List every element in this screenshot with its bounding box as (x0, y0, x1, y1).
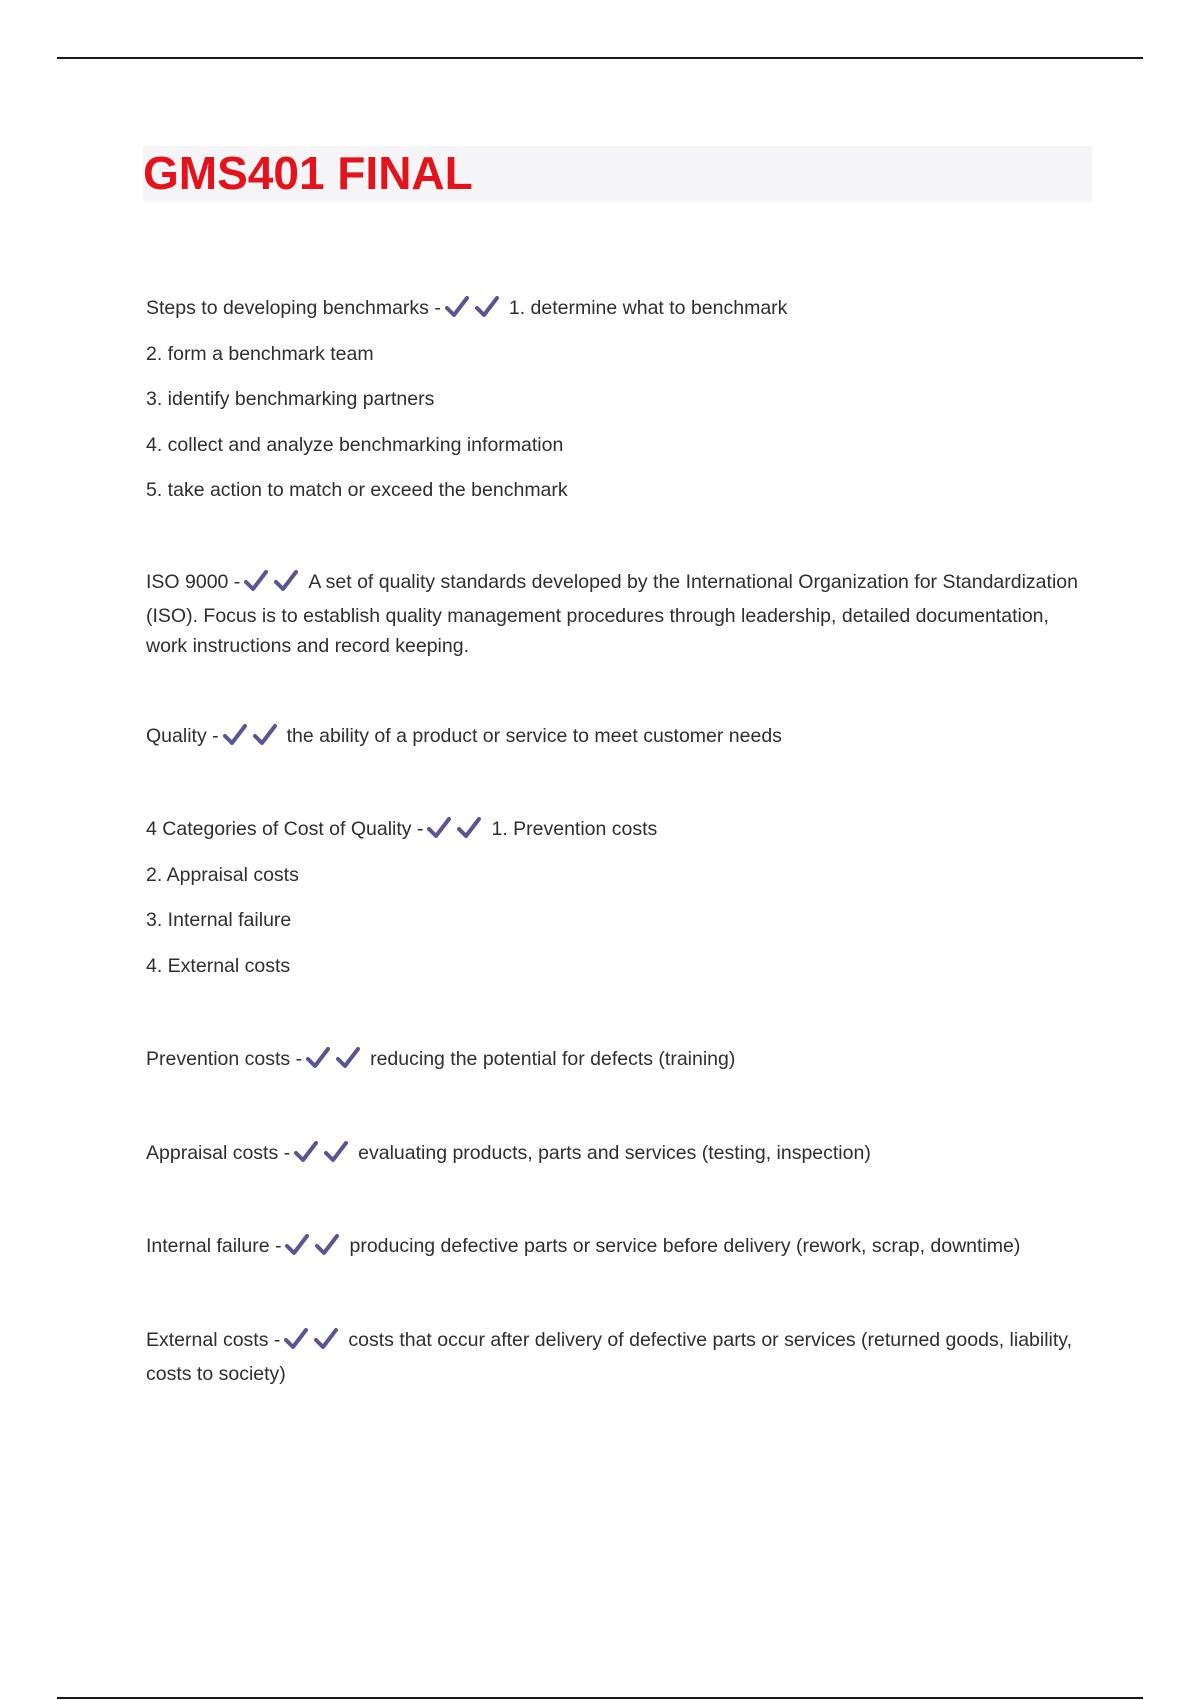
entry-external-costs (146, 1325, 1091, 1389)
entry-term: Internal failure - (146, 1235, 282, 1257)
list-item: 2. Appraisal costs (146, 864, 299, 886)
entry-prevention-costs (146, 1044, 1096, 1078)
double-check (445, 296, 505, 327)
entry-internal-failure (146, 1231, 1096, 1265)
checkmark-icon (427, 817, 451, 839)
double-check (294, 1141, 354, 1172)
entry-definition: the ability of a product or service to meet customer needs (286, 725, 782, 747)
entry-quality (146, 721, 1096, 755)
entry-definition: 1. determine what to benchmark (508, 297, 788, 319)
checkmark-icon (244, 570, 268, 592)
checkmark-icon (314, 1328, 338, 1350)
checkmark-icon (445, 296, 469, 318)
checkmark-icon (475, 296, 499, 318)
title-band (143, 146, 1092, 202)
entry-term: 4 Categories of Cost of Quality - (146, 818, 424, 840)
double-check (427, 817, 487, 848)
checkmark-icon (306, 1047, 330, 1069)
top-divider (57, 57, 1143, 59)
list-item: 4. External costs (146, 955, 291, 977)
entry-appraisal-costs (146, 1138, 1096, 1172)
entry-iso-9000 (146, 567, 1091, 661)
entry-term: Steps to developing benchmarks - (146, 297, 441, 319)
checkmark-icon (223, 724, 247, 746)
double-check (223, 724, 283, 755)
entry-definition: A set of quality standards developed by the International Organization for Standardization (ISO). Focus is to establish quality management procedures through leadership, detailed documentation, work instructions and record keeping. (146, 571, 1078, 657)
entry-term: Prevention costs - (146, 1048, 303, 1070)
entry-term: Quality - (146, 725, 219, 747)
checkmark-icon (457, 817, 481, 839)
entry-definition: reducing the potential for defects (training) (370, 1048, 736, 1070)
list-item: 5. take action to match or exceed the benchmark (146, 479, 568, 501)
checkmark-icon (284, 1328, 308, 1350)
checkmark-icon (324, 1141, 348, 1163)
entry-definition: evaluating products, parts and services (testing, inspection) (358, 1142, 871, 1164)
entry-definition: producing defective parts or service before delivery (rework, scrap, downtime) (349, 1235, 1021, 1257)
list-item: 3. identify benchmarking partners (146, 388, 435, 410)
checkmark-icon (274, 570, 298, 592)
entry-steps-benchmarks (146, 293, 1096, 327)
list-item: 2. form a benchmark team (146, 343, 374, 365)
entry-term: ISO 9000 - (146, 571, 241, 593)
entry-term: External costs - (146, 1329, 281, 1351)
double-check (306, 1047, 366, 1078)
checkmark-icon (253, 724, 277, 746)
entry-definition: costs that occur after delivery of defective parts or services (returned goods, liability, costs to society) (146, 1329, 1073, 1385)
document-title: GMS401 FINAL (143, 147, 473, 199)
entry-definition: 1. Prevention costs (491, 818, 658, 840)
entry-term: Appraisal costs - (146, 1142, 291, 1164)
bottom-divider (57, 1697, 1143, 1699)
checkmark-icon (294, 1141, 318, 1163)
checkmark-icon (285, 1234, 309, 1256)
checkmark-icon (315, 1234, 339, 1256)
double-check (244, 570, 304, 601)
list-item: 4. collect and analyze benchmarking information (146, 434, 564, 456)
double-check (285, 1234, 345, 1265)
list-item: 3. Internal failure (146, 909, 292, 931)
entry-categories-cost-of-quality (146, 814, 1096, 848)
checkmark-icon (336, 1047, 360, 1069)
double-check (284, 1328, 344, 1359)
